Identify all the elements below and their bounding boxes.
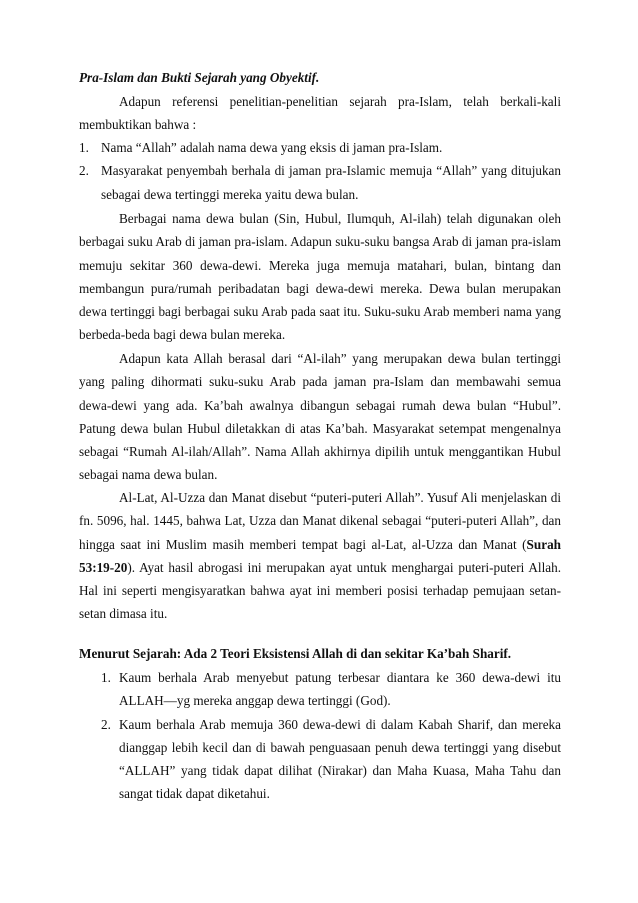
list-item-text: Kaum berhala Arab menyebut patung terbesar diantara ke 360 dewa-dewi itu ALLAH—yg mereka anggap dewa tertinggi (God).	[119, 670, 561, 709]
list-number: 2.	[79, 163, 89, 179]
allah-origin-paragraph: Adapun kata Allah berasal dari “Al-ilah” yang merupakan dewa bulan tertinggi yang paling dihormati suku-suku Arab pada jaman pra-Islam dan membawahi semua dewa-dewi yang ada. Ka’bah awalnya dibangun sebagai rumah dewa bulan “Hubul”. Patung dewa bulan Hubul diletakkan di atas Ka’bah. Masyarakat setempat mengenalnya sebagai “Rumah Al-ilah/Allah”. Nama Allah akhirnya dipilih untuk menggantikan Hubul sebagai nama dewa bulan.	[79, 351, 561, 483]
daughters-paragraph	[79, 486, 561, 626]
list-item-text: Kaum berhala Arab memuja 360 dewa-dewi di dalam Kabah Sharif, dan mereka dianggap lebih kecil dan di bawah penguasaan penuh dewa tertinggi yang disebut “ALLAH” yang tidak dapat dilihat (Nirakar) dan Maha Kuasa, Maha Tahu dan sangat tidak dapat diketahui.	[119, 716, 561, 802]
theories-list	[101, 666, 561, 806]
list-number: 2.	[101, 716, 111, 732]
list-item	[101, 666, 561, 713]
list-item	[79, 136, 561, 159]
list-item-text: Nama “Allah” adalah nama dewa yang eksis di jaman pra-Islam.	[101, 140, 443, 155]
list-item-text: Masyarakat penyembah berhala di jaman pra-Islamic memuja “Allah” yang ditujukan sebagai dewa tertinggi mereka yaitu dewa bulan.	[101, 163, 561, 202]
list-number: 1.	[79, 140, 89, 155]
paragraph-text: ). Ayat hasil abrogasi ini merupakan ayat untuk menghargai puteri-puteri Allah. Hal ini seperti mengisyaratkan bahwa ayat ini memberi posisi terhadap pemujaan setan-setan dimasa itu.	[79, 559, 561, 622]
intro-paragraph: Adapun referensi penelitian-penelitian sejarah pra-Islam, telah berkali-kali membuktikan bahwa :	[79, 94, 561, 133]
surah-reference: Surah 53:19-20	[79, 536, 561, 575]
moon-god-paragraph: Berbagai nama dewa bulan (Sin, Hubul, Ilumquh, Al-ilah) telah digunakan oleh berbagai suku Arab di jaman pra-islam. Adapun suku-suku bangsa Arab di jaman pra-islam memuju sekitar 360 dewa-dewi. Mereka juga memuja matahari, bulan, bintang dan membangun pura/rumah peribadatan bagi dewa-dewi mereka. Dewa bulan merupakan dewa tertinggi bagi berbagai suku Arab pada saat itu. Suku-suku Arab memberi nama yang berbeda-beda bagi dewa bulan mereka.	[79, 211, 561, 343]
list-number: 1.	[101, 670, 111, 685]
evidence-list	[79, 136, 561, 206]
list-item	[79, 159, 561, 206]
section-heading-pra-islam: Pra-Islam dan Bukti Sejarah yang Obyektif.	[79, 70, 320, 85]
paragraph-text: Al-Lat, Al-Uzza dan Manat disebut “puteri-puteri Allah”. Yusuf Ali menjelaskan di fn. 5096, hal. 1445, bahwa Lat, Uzza dan Manat dikenal sebagai “puteri-puteri Allah”, dan hingga saat ini Muslim masih memberi tempat bagi al-Lat, al-Uzza dan Manat (	[79, 490, 561, 552]
list-item	[101, 713, 561, 806]
section-heading-two-theories: Menurut Sejarah: Ada 2 Teori Eksistensi Allah di dan sekitar Ka’bah Sharif.	[79, 646, 512, 661]
